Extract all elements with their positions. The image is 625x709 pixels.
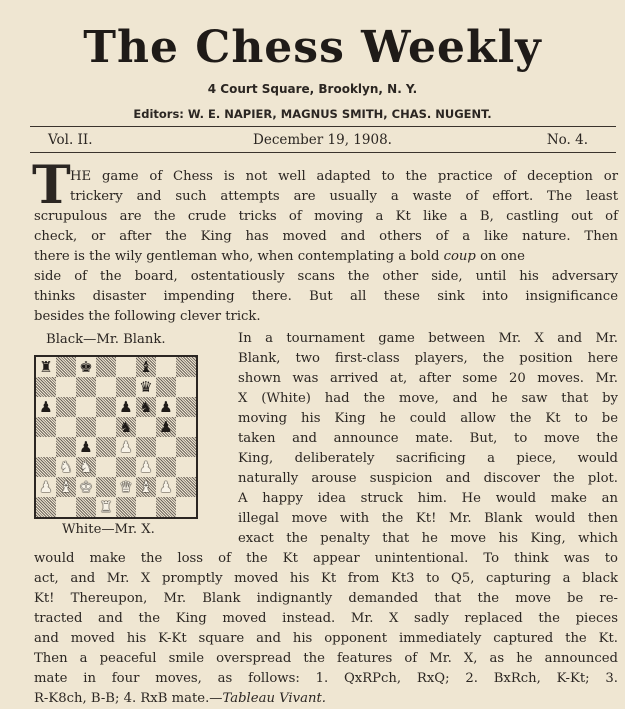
board-square (156, 377, 176, 397)
board-square (36, 477, 56, 497)
divider-top (30, 126, 616, 127)
board-square (116, 477, 136, 497)
board-square (116, 357, 136, 377)
board-square (136, 477, 156, 497)
black-piece-icon: ♞ (139, 397, 153, 416)
board-square (36, 357, 56, 377)
board-square (116, 457, 136, 477)
board-square (56, 477, 76, 497)
article-line: check, or after the King has moved and others of a like nature. Then (34, 229, 618, 244)
board-square (136, 497, 156, 517)
address: 4 Court Square, Brooklyn, N. Y. (207, 82, 418, 96)
board-square (176, 357, 196, 377)
white-piece-icon: ♝ (59, 477, 73, 496)
board-square (116, 437, 136, 457)
editors-line: Editors: W. E. NAPIER, MAGNUS SMITH, CHAS. NUGENT. (133, 107, 492, 121)
article-line: naturally arouse suspicion and discover the plot. (238, 471, 618, 486)
article-line: Then a peaceful smile overspread the features of Mr. X, as he announced (34, 651, 618, 666)
board-square (176, 377, 196, 397)
board-square (36, 457, 56, 477)
issue-date: December 19, 1908. (253, 132, 392, 148)
board-square (176, 397, 196, 417)
black-piece-icon: ♝ (139, 357, 153, 376)
white-caption: White—Mr. X. (62, 522, 155, 537)
article-line: act, and Mr. X promptly moved his Kt from Kt3 to Q5, capturing a black (34, 571, 618, 586)
white-piece-icon: ♚ (79, 477, 93, 496)
black-piece-icon: ♞ (119, 417, 133, 436)
board-square (156, 357, 176, 377)
board-square (56, 437, 76, 457)
article-line: shown was arrived at, after some 20 moves. Mr. (238, 371, 618, 386)
board-square (176, 497, 196, 517)
board-square (136, 397, 156, 417)
black-piece-icon: ♟ (159, 417, 173, 436)
board-square (96, 437, 116, 457)
board-square (136, 437, 156, 457)
board-square (76, 397, 96, 417)
black-piece-icon: ♟ (159, 397, 173, 416)
board-square (36, 417, 56, 437)
board-square (136, 417, 156, 437)
article-line: and moved his K-Kt square and his opponent immediately captured the Kt. (34, 631, 618, 646)
article-italic-word: coup (443, 249, 476, 264)
article-line-part: there is the wily gentleman who, when contemplating a bold (34, 249, 440, 264)
black-piece-icon: ♛ (139, 377, 153, 396)
board-square (96, 477, 116, 497)
board-square (36, 377, 56, 397)
white-piece-icon: ♝ (139, 477, 153, 496)
board-square (96, 357, 116, 377)
issue-line (48, 132, 588, 150)
article-line: taken and announce mate. But, to move the (238, 431, 618, 446)
board-square (156, 477, 176, 497)
article-line: moving his King he could allow the Kt to be (238, 411, 618, 426)
board-square (96, 397, 116, 417)
board-square (156, 457, 176, 477)
article-line: thinks disaster impending there. But all these sink into insignificance (34, 289, 618, 304)
board-square (116, 397, 136, 417)
board-square (156, 397, 176, 417)
board-square (56, 377, 76, 397)
article-line: besides the following clever trick. (34, 309, 261, 324)
board-square (176, 417, 196, 437)
board-square (136, 357, 156, 377)
white-piece-icon: ♟ (119, 437, 133, 456)
white-piece-icon: ♞ (79, 457, 93, 476)
board-square (76, 477, 96, 497)
article-line (34, 690, 618, 708)
divider-bottom (30, 152, 616, 153)
article-line: Kt! Thereupon, Mr. Blank indignantly demanded that the move be re- (34, 591, 618, 606)
article-line: would make the loss of the Kt appear unintentional. To think was to (34, 551, 618, 566)
volume: Vol. II. (48, 132, 93, 148)
article-line: In a tournament game between Mr. X and Mr. (238, 331, 618, 346)
black-piece-icon: ♟ (79, 437, 93, 456)
black-piece-icon: ♚ (79, 357, 93, 376)
board-square (176, 457, 196, 477)
board-square (156, 437, 176, 457)
article-line: HE game of Chess is not well adapted to the practice of deception or (70, 169, 618, 184)
article-line-part: on one (480, 249, 525, 264)
black-piece-icon: ♜ (39, 357, 53, 376)
masthead-title: The Chess Weekly (83, 22, 542, 73)
article-line: tracted and the King moved instead. Mr. X sadly replaced the pieces (34, 611, 618, 626)
board-square (156, 497, 176, 517)
board-square (56, 357, 76, 377)
chess-diagram (34, 355, 198, 519)
board-square (76, 377, 96, 397)
board-square (56, 397, 76, 417)
board-square (56, 457, 76, 477)
article-line (34, 248, 618, 266)
white-piece-icon: ♟ (39, 477, 53, 496)
white-piece-icon: ♛ (119, 477, 133, 496)
article-line: exact the penalty that he move his King, which (238, 531, 618, 546)
board-square (176, 437, 196, 457)
board-square (96, 457, 116, 477)
board-square (96, 377, 116, 397)
article-source: Tableau Vivant. (222, 691, 326, 706)
article-line: X (White) had the move, and he saw that by (238, 391, 618, 406)
board-square (76, 457, 96, 477)
article-line-part: R-K8ch, B-B; 4. RxB mate.— (34, 691, 223, 706)
board-square (36, 437, 56, 457)
article-line: trickery and such attempts are usually a waste of effort. The least (70, 189, 618, 204)
board-square (76, 497, 96, 517)
white-piece-icon: ♞ (59, 457, 73, 476)
article-line: illegal move with the Kt! Mr. Blank would then (238, 511, 618, 526)
white-piece-icon: ♜ (99, 497, 113, 516)
black-piece-icon: ♟ (39, 397, 53, 416)
board-square (96, 497, 116, 517)
black-caption: Black—Mr. Blank. (46, 332, 166, 347)
board-square (56, 497, 76, 517)
drop-cap: T (32, 155, 71, 216)
board-square (36, 397, 56, 417)
white-piece-icon: ♟ (139, 457, 153, 476)
board-square (176, 477, 196, 497)
board-square (56, 417, 76, 437)
issue-number: No. 4. (546, 132, 588, 148)
board-square (36, 497, 56, 517)
board-square (76, 417, 96, 437)
board-square (116, 377, 136, 397)
white-piece-icon: ♟ (159, 477, 173, 496)
board-square (76, 437, 96, 457)
article-line: King, deliberately sacrificing a piece, would (238, 451, 618, 466)
board-square (116, 497, 136, 517)
board-square (136, 457, 156, 477)
board-square (76, 357, 96, 377)
board-square (136, 377, 156, 397)
article-line: scrupulous are the crude tricks of moving a Kt like a B, castling out of (34, 209, 618, 224)
black-piece-icon: ♟ (119, 397, 133, 416)
board-square (96, 417, 116, 437)
article-line: mate in four moves, as follows: 1. QxRPch, RxQ; 2. BxRch, K-Kt; 3. (34, 671, 618, 686)
board-square (156, 417, 176, 437)
board-square (116, 417, 136, 437)
article-line: Blank, two first-class players, the position here (238, 351, 618, 366)
article-line: side of the board, ostentatiously scans the other side, until his adversary (34, 269, 618, 284)
article-line: A happy idea struck him. He would make an (238, 491, 618, 506)
